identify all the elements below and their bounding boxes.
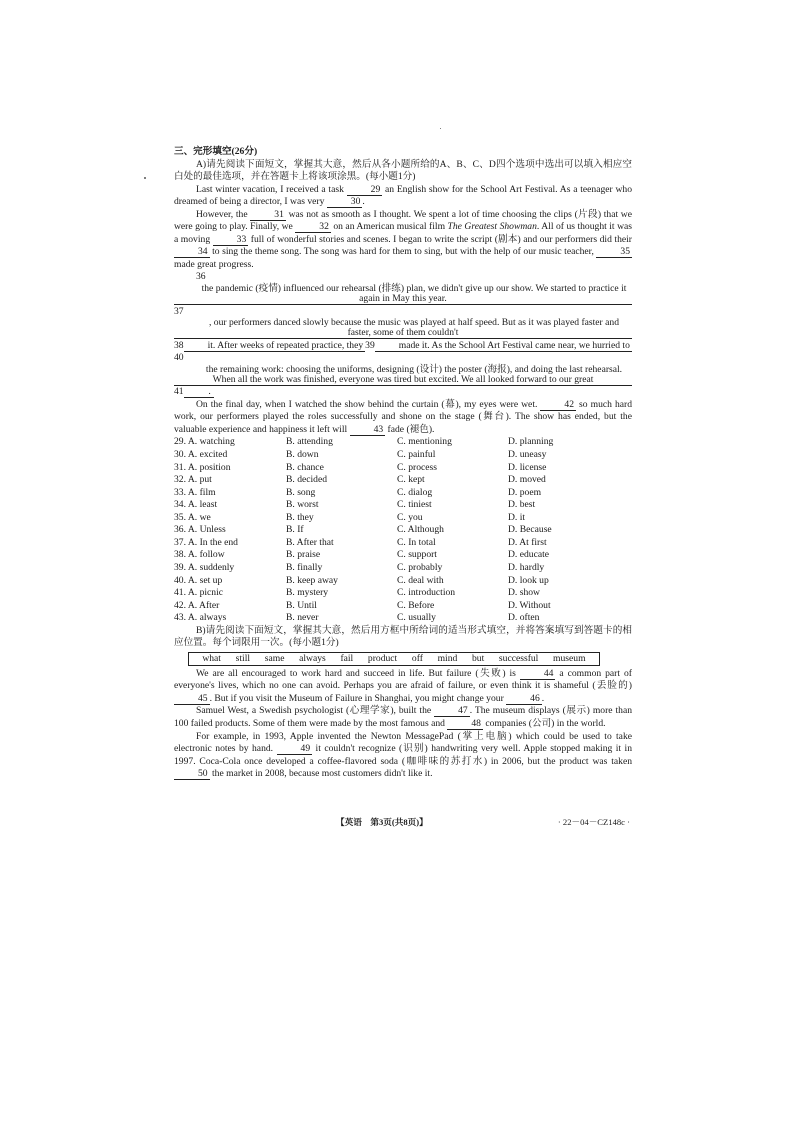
option-choice: C. you [397, 511, 423, 523]
option-row [174, 600, 632, 613]
passage-text: was not as smooth as I thought. We spent a lot of time choosing the clips (片段) that we were going to play. Finally, we [174, 208, 632, 233]
passage-a-paragraph [174, 184, 632, 209]
option-choice: B. praise [286, 549, 321, 561]
word-bank-word: what [202, 652, 221, 664]
answer-blank: the pandemic (疫情) influenced our rehearsal (排练) plan, we didn't give up our show. We started to practice it again in May this year. [174, 284, 632, 305]
option-choice: D. it [508, 511, 526, 523]
option-choice: 31. A. position [174, 461, 231, 473]
word-bank-word: product [367, 652, 398, 664]
option-row [174, 549, 632, 562]
passage-text: Samuel West, a Swedish psychologist (心理学家), built the [196, 705, 435, 717]
option-choice: 43. A. always [174, 612, 227, 624]
option-choice: B. chance [286, 461, 324, 473]
passage-b-paragraph [174, 731, 632, 781]
answer-blank: . [184, 387, 214, 398]
option-choice: 37. A. In the end [174, 536, 238, 548]
passage-text: 38 [174, 339, 184, 351]
answer-blank: made it. As the School Art Festival came near, we hurried to [375, 341, 632, 352]
answer-blank: 31 [250, 210, 286, 221]
passage-a-paragraph [174, 209, 632, 272]
passage-text: Last winter vacation, I received a task [196, 183, 347, 195]
option-choice: D. hardly [508, 561, 545, 573]
passage-text: the market in 2008, because most customers didn't like it. [209, 768, 433, 780]
option-choice: B. attending [286, 436, 333, 448]
option-choice: 34. A. least [174, 499, 218, 511]
answer-blank: the remaining work: choosing the uniforms, designing (设计) the poster (海报), and doing the last rehearsal. When all the work was finished, everyone was tired but excited. We all looked forward to our great [174, 365, 632, 386]
passage-text: to sing the theme song. The song was hard for them to sing, but with the help of our music teacher, [209, 246, 597, 258]
passage-text: . [362, 196, 365, 208]
passage-text: On the final day, when I watched the show behind the curtain (幕), my eyes were wet. [196, 398, 541, 410]
option-choice: D. educate [508, 549, 550, 561]
option-choice: B. down [286, 449, 319, 461]
option-choice: C. Although [397, 524, 444, 536]
option-choice: C. process [397, 461, 437, 473]
answer-blank: 33 [213, 235, 249, 246]
passage-a-paragraph [174, 271, 632, 398]
passage-text: an English show for the School Art Festival. As a teenager who dreamed of being a director, I was very [174, 183, 633, 208]
option-choice: 36. A. Unless [174, 524, 226, 536]
option-choice: B. worst [286, 499, 319, 511]
answer-blank: 49 [277, 744, 313, 755]
option-choice: C. support [397, 549, 437, 561]
word-bank-word: fail [340, 652, 354, 664]
option-row [174, 487, 632, 500]
option-row [174, 587, 632, 600]
option-choice: B. song [286, 486, 316, 498]
passage-text: full of wonderful stories and scenes. I began to write the script (剧本) and our performers did their [248, 233, 632, 245]
word-bank-word: mind [437, 652, 458, 664]
option-row [174, 524, 632, 537]
option-choice: C. tiniest [397, 499, 432, 511]
passage-text: 39 [365, 339, 375, 351]
passage-text: on an American musical film [330, 221, 448, 233]
paper-code: · 22－04－CZ148c · [557, 817, 630, 827]
film-title: The Greatest Showman [447, 221, 537, 233]
passage-b-paragraph [174, 705, 632, 730]
passage-text: fade (褪色). [385, 423, 435, 435]
answer-blank: 29 [347, 185, 383, 196]
option-choice: D. license [508, 461, 547, 473]
option-choice: C. mentioning [397, 436, 452, 448]
option-row [174, 499, 632, 512]
answer-blank: , our performers danced slowly because the music was played at half speed. But as it was played faster and faster, some of them couldn't [174, 318, 632, 339]
option-choice: C. usually [397, 612, 436, 624]
option-row [174, 436, 632, 449]
option-row [174, 537, 632, 550]
option-choice: D. show [508, 587, 540, 599]
answer-blank: 34 [174, 247, 210, 258]
answer-blank: it. After weeks of repeated practice, they [184, 341, 366, 352]
option-choice: B. keep away [286, 574, 338, 586]
word-bank-word: but [471, 652, 485, 664]
option-choice: 39. A. suddenly [174, 561, 235, 573]
option-choice: D. Without [508, 599, 551, 611]
option-row [174, 449, 632, 462]
answer-blank: 50 [174, 769, 210, 780]
option-choice: C. In total [397, 536, 436, 548]
option-row [174, 474, 632, 487]
scan-speck [144, 177, 146, 179]
answer-blank: 44 [520, 669, 556, 680]
passage-text: However, the [196, 208, 251, 220]
word-bank-word: successful [498, 652, 539, 664]
options-grid [174, 436, 632, 624]
answer-blank: 48 [447, 719, 483, 730]
option-choice: D. Because [508, 524, 552, 536]
option-choice: 33. A. film [174, 486, 216, 498]
passage-text: so much hard work, our performers played the roles successfully and shone on the stage (舞台). The show has ended, but the valuable experience and happiness it left will [174, 398, 633, 435]
passage-text: 37 [174, 305, 184, 317]
answer-blank: 45 [174, 694, 210, 705]
option-row [174, 575, 632, 588]
word-bank-word: off [411, 652, 423, 664]
option-choice: B. never [286, 612, 319, 624]
option-choice: C. introduction [397, 587, 456, 599]
word-bank-word: same [264, 652, 285, 664]
option-choice: D. planning [508, 436, 554, 448]
answer-blank: 32 [295, 222, 331, 233]
option-choice: B. Until [286, 599, 317, 611]
option-choice: C. Before [397, 599, 435, 611]
passage-text: For example, in 1993, Apple invented the Newton MessagePad (掌上电脑) which could be used to take electronic notes by hand. [174, 730, 632, 755]
section-title: 三、完形填空(26分) [174, 146, 258, 157]
option-choice: 38. A. follow [174, 549, 225, 561]
option-row [174, 462, 632, 475]
option-choice: 30. A. excited [174, 449, 228, 461]
option-row [174, 562, 632, 575]
option-choice: 40. A. set up [174, 574, 223, 586]
word-bank-word: museum [553, 652, 586, 664]
option-choice: D. uneasy [508, 449, 547, 461]
passage-text: 41 [174, 386, 184, 398]
passage-text: it couldn't recognize (识别) handwriting very well. Apple stopped making it in 1997. Coca-Cola once developed a coffee-flavored soda (咖啡味的苏打水) in 2006, but the product was taken [174, 743, 632, 767]
option-choice: D. At first [508, 536, 547, 548]
answer-blank: 47 [434, 706, 470, 717]
option-choice: 35. A. we [174, 511, 211, 523]
option-choice: 41. A. picnic [174, 587, 224, 599]
passage-text: companies (公司) in the world. [482, 717, 606, 729]
option-row [174, 512, 632, 525]
option-choice: D. best [508, 499, 536, 511]
option-choice: D. often [508, 612, 540, 624]
option-choice: B. mystery [286, 587, 329, 599]
passage-text: 40 [174, 352, 184, 364]
option-choice: 29. A. watching [174, 436, 235, 448]
part-a-instruction: A)请先阅读下面短文，掌握其大意，然后从各小题所给的A、B、C、D四个选项中选出可以填入相应空白处的最佳选项，并在答题卡上将该项涂黑。(每小题1分) [174, 158, 632, 183]
passage-text: We are all encouraged to work hard and succeed in life. But failure (失败) is [196, 667, 520, 679]
option-choice: C. kept [397, 474, 425, 486]
passage-text: . [541, 692, 545, 704]
word-bank-word: always [299, 652, 326, 664]
answer-blank: 46 [506, 694, 542, 705]
option-choice: C. dialog [397, 486, 433, 498]
option-choice: B. If [286, 524, 304, 536]
passage-text: . The museum displays (展示) more than 100 failed products. Some of them were made by the most famous and [174, 705, 632, 729]
option-row [174, 612, 632, 625]
option-choice: D. look up [508, 574, 549, 586]
option-choice: B. finally [286, 561, 323, 573]
answer-blank: 43 [350, 425, 386, 436]
option-choice: C. painful [397, 449, 436, 461]
page-number: 【英语 第3页(共8页)】 [336, 817, 428, 827]
word-bank-box [188, 652, 600, 666]
option-choice: B. After that [286, 536, 334, 548]
passage-text: . All of us thought it was a moving [174, 221, 632, 245]
option-choice: B. decided [286, 474, 328, 486]
scan-speck [440, 128, 441, 129]
passage-text: 36 [196, 271, 206, 283]
option-choice: C. deal with [397, 574, 444, 586]
option-choice: C. probably [397, 561, 443, 573]
word-bank-word: still [235, 652, 251, 664]
passage-text: made great progress. [174, 258, 254, 270]
option-choice: 42. A. After [174, 599, 220, 611]
passage-a-paragraph [174, 399, 632, 437]
option-choice: D. moved [508, 474, 546, 486]
part-b-instruction: B)请先阅读下面短文，掌握其大意，然后用方框中所给词的适当形式填空，并将答案填写到答题卡的相应位置。每个词限用一次。(每小题1分) [174, 624, 632, 649]
option-choice: 32. A. put [174, 474, 212, 486]
passage-text: . But if you visit the Museum of Failure in Shanghai, you might change your [209, 692, 507, 704]
passage-b-paragraph [174, 668, 632, 706]
passage-text: a common part of everyone's lives, which no one can avoid. Perhaps you are afraid of failure, or even think it is shameful (丢脸的) [174, 667, 632, 692]
option-choice: B. they [286, 511, 314, 523]
answer-blank: 35 [596, 247, 632, 258]
exam-page [174, 146, 632, 781]
answer-blank: 42 [540, 400, 576, 411]
answer-blank: 30 [327, 197, 363, 208]
option-choice: D. poem [508, 486, 542, 498]
